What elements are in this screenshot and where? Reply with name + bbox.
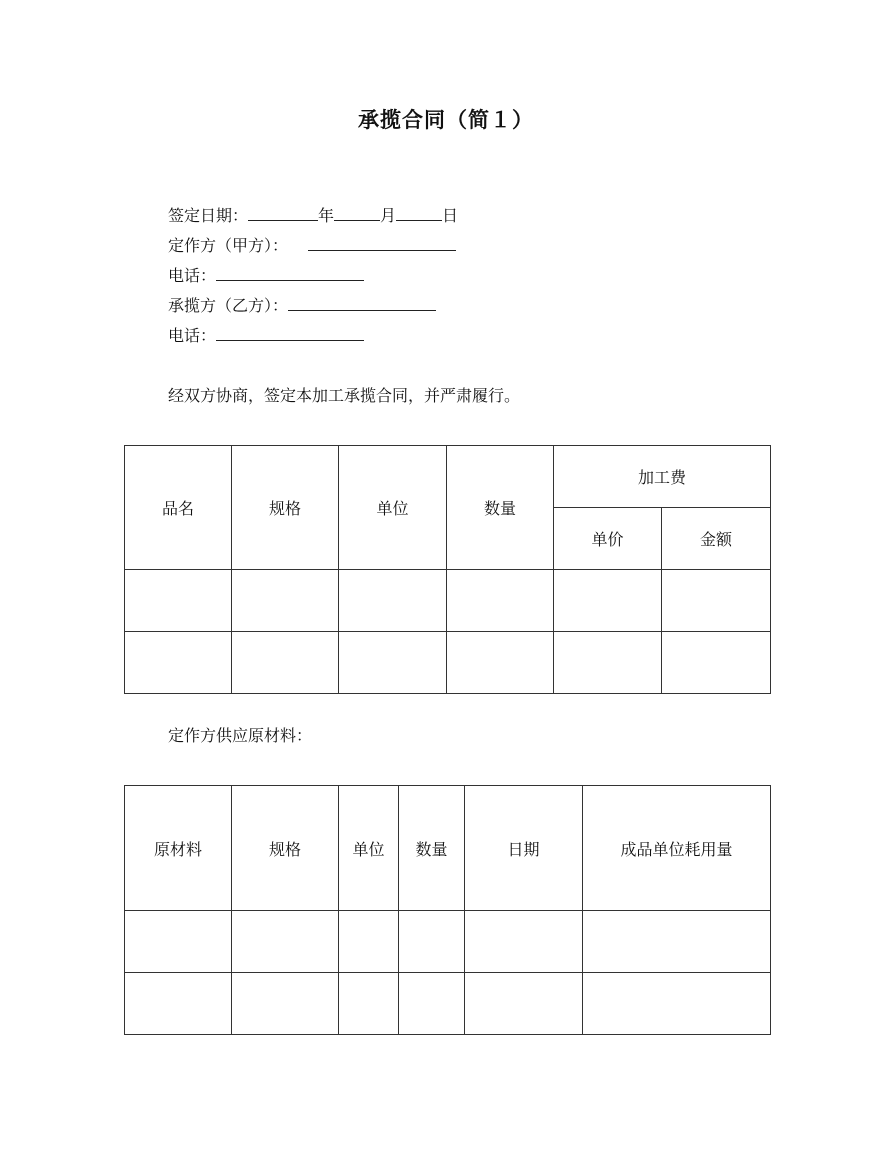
phone-a-blank[interactable] xyxy=(216,266,364,281)
materials-table xyxy=(124,785,771,1035)
header-unit-price: 单价 xyxy=(554,508,662,570)
table-cell[interactable] xyxy=(125,632,232,694)
table-cell[interactable] xyxy=(554,570,662,632)
party-b-line xyxy=(168,295,436,317)
table-cell[interactable] xyxy=(465,911,583,973)
table-cell[interactable] xyxy=(447,632,554,694)
table-cell[interactable] xyxy=(662,632,771,694)
party-a-label: 定作方（甲方）： xyxy=(168,236,289,255)
day-blank[interactable] xyxy=(396,206,442,221)
header-consumption: 成品单位耗用量 xyxy=(583,786,771,911)
header-material: 原材料 xyxy=(125,786,232,911)
header-fee-group: 加工费 xyxy=(554,446,771,508)
party-a-blank[interactable] xyxy=(308,236,456,251)
table-row xyxy=(125,632,771,694)
materials-intro: 定作方供应原材料： xyxy=(168,726,313,745)
year-label: 年 xyxy=(318,206,335,225)
table-cell[interactable] xyxy=(125,911,232,973)
table-cell[interactable] xyxy=(232,570,339,632)
table-cell[interactable] xyxy=(232,973,339,1035)
table-cell[interactable] xyxy=(232,911,339,973)
phone-b-label: 电话： xyxy=(168,326,217,345)
header-unit: 单位 xyxy=(339,446,447,570)
party-b-label: 承揽方（乙方）： xyxy=(168,296,289,315)
processing-header-row xyxy=(125,446,771,508)
processing-table xyxy=(124,445,771,694)
header-amount: 金额 xyxy=(662,508,771,570)
header-spec: 规格 xyxy=(232,446,339,570)
table-cell[interactable] xyxy=(399,911,465,973)
table-cell[interactable] xyxy=(125,973,232,1035)
table-cell[interactable] xyxy=(125,570,232,632)
table-cell[interactable] xyxy=(339,632,447,694)
intro-paragraph: 经双方协商，签定本加工承揽合同，并严肃履行。 xyxy=(168,386,521,405)
phone-b-line xyxy=(168,325,364,347)
day-label: 日 xyxy=(442,206,459,225)
table-cell[interactable] xyxy=(583,973,771,1035)
table-cell[interactable] xyxy=(399,973,465,1035)
header-unit: 单位 xyxy=(339,786,399,911)
table-cell[interactable] xyxy=(232,632,339,694)
header-name: 品名 xyxy=(125,446,232,570)
phone-a-label: 电话： xyxy=(168,266,217,285)
phone-a-line xyxy=(168,265,364,287)
table-cell[interactable] xyxy=(662,570,771,632)
month-label: 月 xyxy=(380,206,397,225)
phone-b-blank[interactable] xyxy=(216,326,364,341)
table-cell[interactable] xyxy=(554,632,662,694)
table-cell[interactable] xyxy=(339,570,447,632)
table-cell[interactable] xyxy=(339,973,399,1035)
table-cell[interactable] xyxy=(465,973,583,1035)
header-spec: 规格 xyxy=(232,786,339,911)
table-row xyxy=(125,973,771,1035)
materials-header-row xyxy=(125,786,771,911)
sign-date-label: 签定日期： xyxy=(168,206,249,225)
year-blank[interactable] xyxy=(248,206,318,221)
header-date: 日期 xyxy=(465,786,583,911)
header-quantity: 数量 xyxy=(447,446,554,570)
table-cell[interactable] xyxy=(583,911,771,973)
month-blank[interactable] xyxy=(334,206,380,221)
table-row xyxy=(125,911,771,973)
table-cell[interactable] xyxy=(339,911,399,973)
table-row xyxy=(125,570,771,632)
sign-date-line xyxy=(168,205,458,227)
document-title: 承揽合同（简１） xyxy=(358,107,534,132)
party-a-line xyxy=(168,235,456,257)
header-quantity: 数量 xyxy=(399,786,465,911)
table-cell[interactable] xyxy=(447,570,554,632)
party-b-blank[interactable] xyxy=(288,296,436,311)
